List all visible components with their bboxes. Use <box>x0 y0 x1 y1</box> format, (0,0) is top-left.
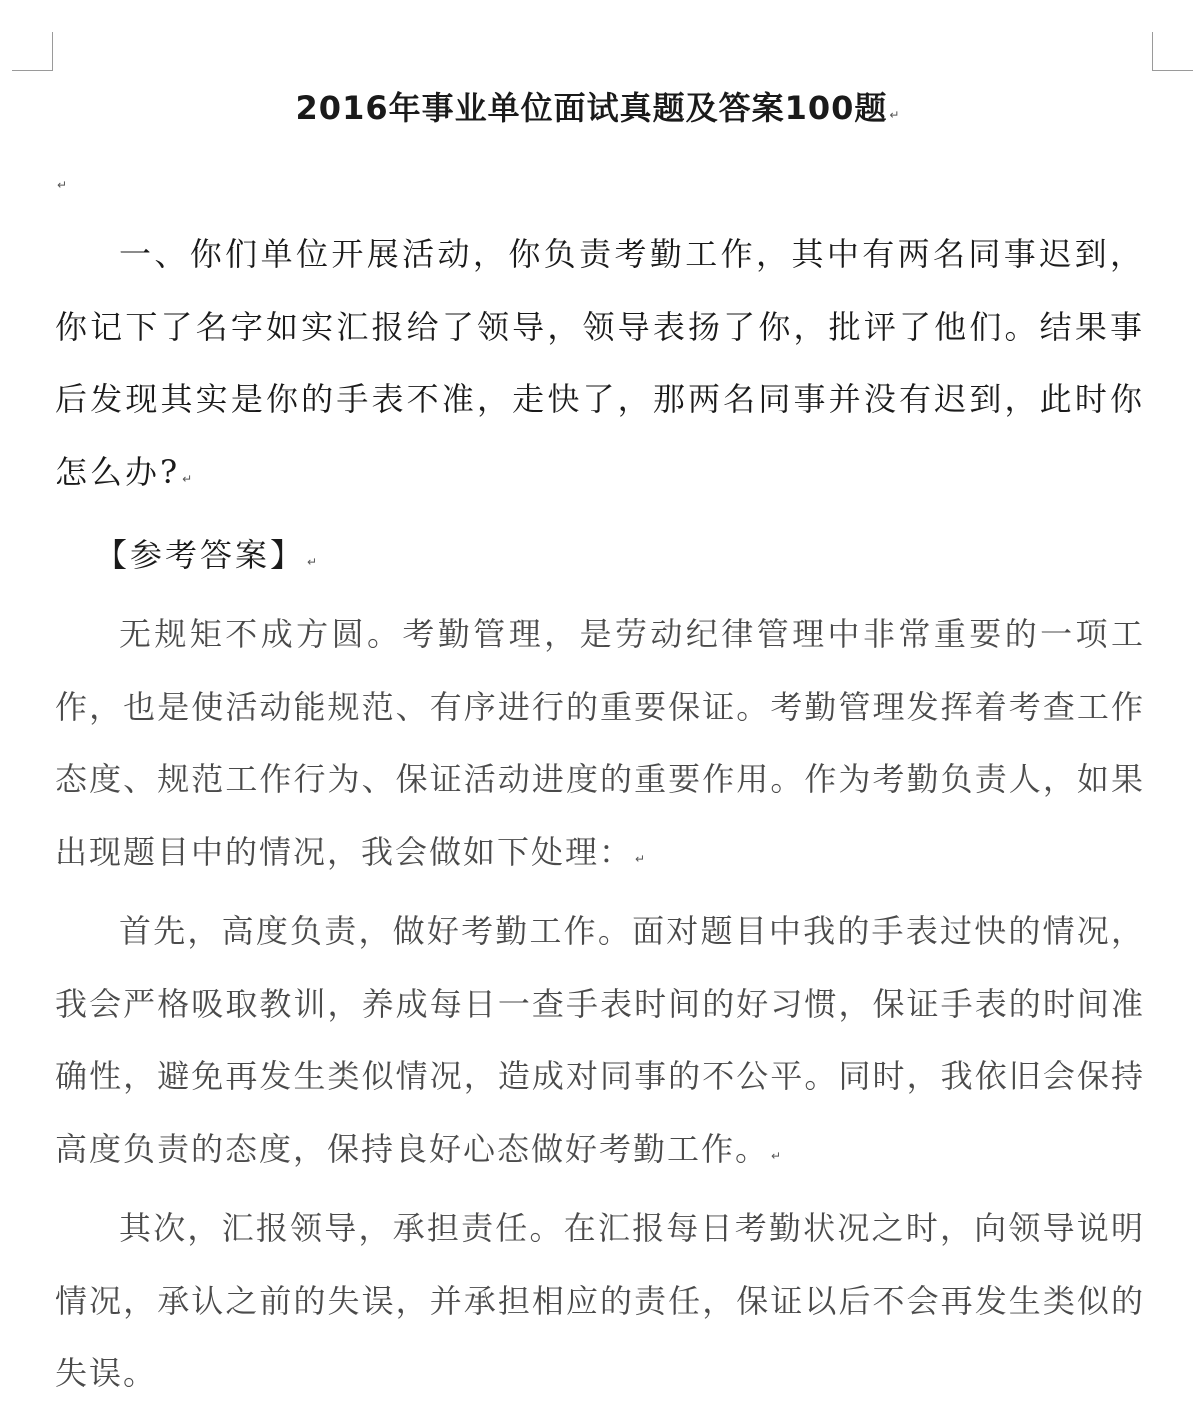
document-title <box>0 84 1196 139</box>
paragraph-mark-icon: ↵ <box>182 471 196 486</box>
page-corner-mark-top-right <box>1152 32 1193 71</box>
paragraph-mark-icon: ↵ <box>635 851 648 866</box>
paragraph-mark-icon: ↵ <box>771 1148 784 1163</box>
answer-heading <box>55 519 1145 598</box>
paragraph-mark-icon: ↵ <box>889 108 901 122</box>
answer-paragraph-second <box>55 1192 1145 1410</box>
question-paragraph <box>55 218 1145 515</box>
question-text: 一、你们单位开展活动，你负责考勤工作，其中有两名同事迟到，你记下了名字如实汇报给了领导，领导表扬了你，批评了他们。结果事后发现其实是你的手表不准，走快了，那两名同事并没有迟到，此时你怎么办? <box>55 235 1145 491</box>
answer-heading-text: 【参考答案】 <box>95 536 306 574</box>
answer-paragraph-text: 无规矩不成方圆。考勤管理，是劳动纪律管理中非常重要的一项工作，也是使活动能规范、有序进行的重要保证。考勤管理发挥着考查工作态度、规范工作行为、保证活动进度的重要作用。作为考勤负责人，如果出现题目中的情况，我会做如下处理： <box>55 615 1145 871</box>
answer-paragraph-first <box>55 895 1145 1192</box>
document-body <box>55 218 1145 1410</box>
answer-paragraph-intro <box>55 598 1145 895</box>
page-corner-mark-top-left <box>12 32 53 71</box>
document-title-text: 2016年事业单位面试真题及答案100题 <box>295 89 888 127</box>
empty-paragraph <box>55 176 67 196</box>
answer-paragraph-text: 其次，汇报领导，承担责任。在汇报每日考勤状况之时，向领导说明情况，承认之前的失误，并承担相应的责任，保证以后不会再发生类似的失误。 <box>55 1209 1145 1392</box>
paragraph-mark-icon: ↵ <box>57 178 68 192</box>
answer-paragraph-text: 首先，高度负责，做好考勤工作。面对题目中我的手表过快的情况，我会严格吸取教训，养成每日一查手表时间的好习惯，保证手表的时间准确性，避免再发生类似情况，造成对同事的不公平。同时，我依旧会保持高度负责的态度，保持良好心态做好考勤工作。 <box>55 912 1145 1168</box>
paragraph-mark-icon: ↵ <box>307 555 321 569</box>
